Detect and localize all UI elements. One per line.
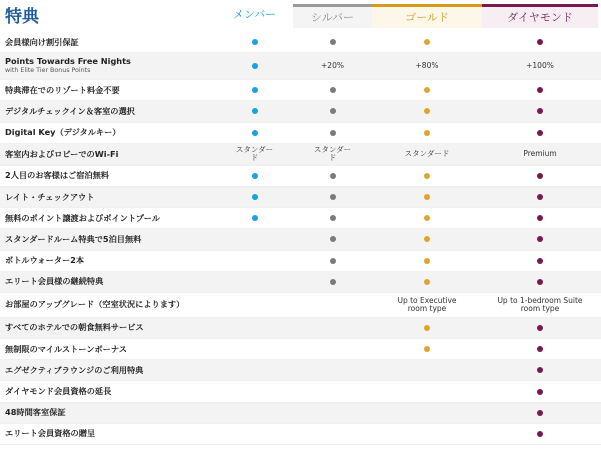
cell-gold [372, 53, 482, 79]
cell-gold [372, 360, 482, 380]
included-dot-icon [537, 194, 543, 200]
included-dot-icon [537, 279, 543, 285]
included-dot-icon [537, 367, 543, 373]
cell-diamond [482, 293, 598, 317]
cell-diamond [482, 32, 598, 52]
cell-gold [372, 251, 482, 271]
included-dot-icon [424, 87, 430, 93]
cell-diamond [482, 251, 598, 271]
included-dot-icon [424, 130, 430, 136]
benefit-label [5, 32, 215, 52]
cell-gold [372, 424, 482, 444]
benefit-name: ボトルウォーター2本 [5, 255, 85, 266]
included-dot-icon [537, 325, 543, 331]
benefit-name: 無料のポイント譲渡およびポイントプール [5, 212, 160, 223]
included-dot-icon [252, 87, 258, 93]
cell-member [216, 187, 293, 207]
cell-value: Premium [523, 149, 557, 159]
cell-gold [372, 272, 482, 292]
cell-gold [372, 339, 482, 359]
included-dot-icon [537, 215, 543, 221]
cell-silver [293, 403, 372, 423]
cell-silver [293, 339, 372, 359]
included-dot-icon [537, 108, 543, 114]
cell-member [216, 229, 293, 249]
cell-member [216, 251, 293, 271]
benefit-name: すべてのホテルでの朝食無料サービス [5, 322, 144, 333]
cell-silver [293, 381, 372, 401]
included-dot-icon [330, 87, 336, 93]
benefit-name: Points Towards Free Nights [5, 56, 131, 67]
cell-value: スタンダード [313, 145, 352, 163]
benefit-name: お部屋のアップグレード（空室状況によります） [5, 299, 185, 310]
benefit-label [5, 53, 215, 79]
cell-silver [293, 101, 372, 121]
benefits-table [0, 32, 601, 445]
cell-gold [372, 208, 482, 228]
cell-member [216, 166, 293, 186]
table-row [0, 229, 601, 250]
tier-member-header: メンバー [232, 8, 277, 21]
cell-diamond [482, 144, 598, 165]
included-dot-icon [537, 431, 543, 437]
included-dot-icon [330, 130, 336, 136]
cell-diamond [482, 123, 598, 143]
benefit-name: デジタルチェックイン＆客室の選択 [5, 105, 135, 116]
cell-silver [293, 123, 372, 143]
cell-value: Up to 1-bedroom Suite room type [497, 295, 583, 313]
cell-member [216, 424, 293, 444]
cell-member [216, 208, 293, 228]
cell-diamond [482, 208, 598, 228]
cell-diamond [482, 229, 598, 249]
included-dot-icon [424, 215, 430, 221]
benefit-label [5, 272, 215, 292]
benefit-name: エリート会員様の継続特典 [5, 276, 104, 287]
benefit-name: ダイヤモンド会員資格の延長 [5, 386, 112, 397]
cell-silver [293, 360, 372, 380]
included-dot-icon [424, 325, 430, 331]
cell-gold [372, 187, 482, 207]
cell-silver [293, 424, 372, 444]
included-dot-icon [330, 39, 336, 45]
benefit-label [5, 123, 215, 143]
cell-member [216, 123, 293, 143]
table-row [0, 424, 601, 445]
cell-diamond [482, 339, 598, 359]
table-row [0, 123, 601, 144]
benefit-label [5, 360, 215, 380]
table-row [0, 208, 601, 229]
cell-member [216, 293, 293, 317]
cell-member [216, 381, 293, 401]
cell-diamond [482, 272, 598, 292]
benefit-label [5, 318, 215, 338]
cell-gold [372, 101, 482, 121]
benefit-name: 無制限のマイルストーンボーナス [5, 343, 127, 354]
benefit-label [5, 144, 215, 165]
table-row [0, 272, 601, 293]
cell-value: +20% [321, 61, 344, 71]
cell-diamond [482, 166, 598, 186]
included-dot-icon [424, 108, 430, 114]
included-dot-icon [424, 346, 430, 352]
benefit-name: 会員様向け割引保証 [5, 36, 79, 47]
cell-gold [372, 293, 482, 317]
included-dot-icon [424, 258, 430, 264]
cell-diamond [482, 403, 598, 423]
included-dot-icon [252, 130, 258, 136]
cell-value: Up to Executive room type [397, 295, 457, 313]
included-dot-icon [330, 279, 336, 285]
table-row [0, 251, 601, 272]
table-row [0, 318, 601, 339]
benefit-name: エリート会員資格の贈呈 [5, 428, 96, 439]
cell-member [216, 272, 293, 292]
benefit-name: 特典滞在でのリゾート料金不要 [5, 84, 120, 95]
benefit-name: レイト・チェックアウト [5, 191, 95, 202]
cell-silver [293, 32, 372, 52]
included-dot-icon [537, 410, 543, 416]
table-header [0, 0, 601, 32]
cell-silver [293, 53, 372, 79]
cell-gold [372, 166, 482, 186]
cell-silver [293, 80, 372, 100]
cell-diamond [482, 187, 598, 207]
included-dot-icon [330, 215, 336, 221]
table-row [0, 80, 601, 101]
included-dot-icon [537, 346, 543, 352]
included-dot-icon [537, 173, 543, 179]
table-row [0, 381, 601, 402]
cell-silver [293, 166, 372, 186]
included-dot-icon [252, 39, 258, 45]
included-dot-icon [252, 108, 258, 114]
included-dot-icon [537, 258, 543, 264]
cell-member [216, 101, 293, 121]
included-dot-icon [537, 87, 543, 93]
included-dot-icon [330, 194, 336, 200]
benefit-name: 48時間客室保証 [5, 407, 66, 418]
cell-gold [372, 229, 482, 249]
benefit-label [5, 381, 215, 401]
page-title: 特典 [5, 7, 39, 27]
included-dot-icon [424, 236, 430, 242]
benefit-label [5, 424, 215, 444]
cell-gold [372, 144, 482, 165]
cell-gold [372, 80, 482, 100]
benefit-name: スタンダードルーム特典で5泊目無料 [5, 233, 142, 244]
included-dot-icon [537, 389, 543, 395]
table-row [0, 166, 601, 187]
table-row [0, 101, 601, 122]
cell-diamond [482, 424, 598, 444]
included-dot-icon [330, 173, 336, 179]
cell-gold [372, 318, 482, 338]
benefit-name: 2人目のお客様はご宿泊無料 [5, 170, 109, 181]
benefit-label [5, 293, 215, 317]
cell-member [216, 53, 293, 79]
cell-diamond [482, 381, 598, 401]
included-dot-icon [330, 236, 336, 242]
cell-member [216, 80, 293, 100]
included-dot-icon [424, 173, 430, 179]
cell-diamond [482, 101, 598, 121]
cell-silver [293, 293, 372, 317]
cell-silver [293, 318, 372, 338]
tier-diamond-header: ダイヤモンド [482, 4, 598, 28]
benefit-label [5, 339, 215, 359]
cell-diamond [482, 318, 598, 338]
included-dot-icon [330, 258, 336, 264]
table-row [0, 339, 601, 360]
included-dot-icon [537, 130, 543, 136]
cell-gold [372, 123, 482, 143]
included-dot-icon [424, 39, 430, 45]
cell-silver [293, 208, 372, 228]
cell-diamond [482, 53, 598, 79]
benefit-name: 客室内およびロビーでのWi-Fi [5, 148, 119, 159]
table-row [0, 360, 601, 381]
tier-silver-header: シルバー [293, 4, 372, 28]
benefit-label [5, 251, 215, 271]
table-row [0, 53, 601, 80]
included-dot-icon [252, 215, 258, 221]
included-dot-icon [330, 108, 336, 114]
benefit-name: エグゼクティブラウンジのご利用特典 [5, 364, 144, 375]
table-row [0, 32, 601, 53]
benefit-label [5, 208, 215, 228]
included-dot-icon [252, 173, 258, 179]
cell-member [216, 32, 293, 52]
included-dot-icon [252, 63, 258, 69]
table-row [0, 293, 601, 318]
benefit-name: Digital Key（デジタルキー） [5, 127, 121, 138]
cell-silver [293, 144, 372, 165]
cell-silver [293, 272, 372, 292]
included-dot-icon [424, 194, 430, 200]
table-row [0, 144, 601, 166]
cell-silver [293, 229, 372, 249]
cell-value: +100% [526, 61, 554, 71]
included-dot-icon [424, 279, 430, 285]
table-row [0, 403, 601, 424]
included-dot-icon [252, 194, 258, 200]
cell-value: スタンダード [235, 145, 274, 163]
cell-value: +80% [415, 61, 439, 71]
benefit-label [5, 187, 215, 207]
cell-member [216, 360, 293, 380]
cell-silver [293, 187, 372, 207]
table-row [0, 187, 601, 208]
included-dot-icon [537, 39, 543, 45]
cell-member [216, 318, 293, 338]
benefit-label [5, 229, 215, 249]
tier-gold-header: ゴールド [372, 4, 482, 28]
cell-silver [293, 251, 372, 271]
cell-diamond [482, 360, 598, 380]
benefit-label [5, 403, 215, 423]
benefit-label [5, 80, 215, 100]
cell-gold [372, 403, 482, 423]
included-dot-icon [537, 236, 543, 242]
cell-gold [372, 32, 482, 52]
cell-gold [372, 381, 482, 401]
benefit-subtitle: with Elite Tier Bonus Points [5, 67, 91, 75]
cell-member [216, 144, 293, 165]
cell-member [216, 339, 293, 359]
cell-member [216, 403, 293, 423]
benefit-label [5, 101, 215, 121]
cell-value: スタンダード [404, 149, 450, 159]
benefit-label [5, 166, 215, 186]
cell-diamond [482, 80, 598, 100]
